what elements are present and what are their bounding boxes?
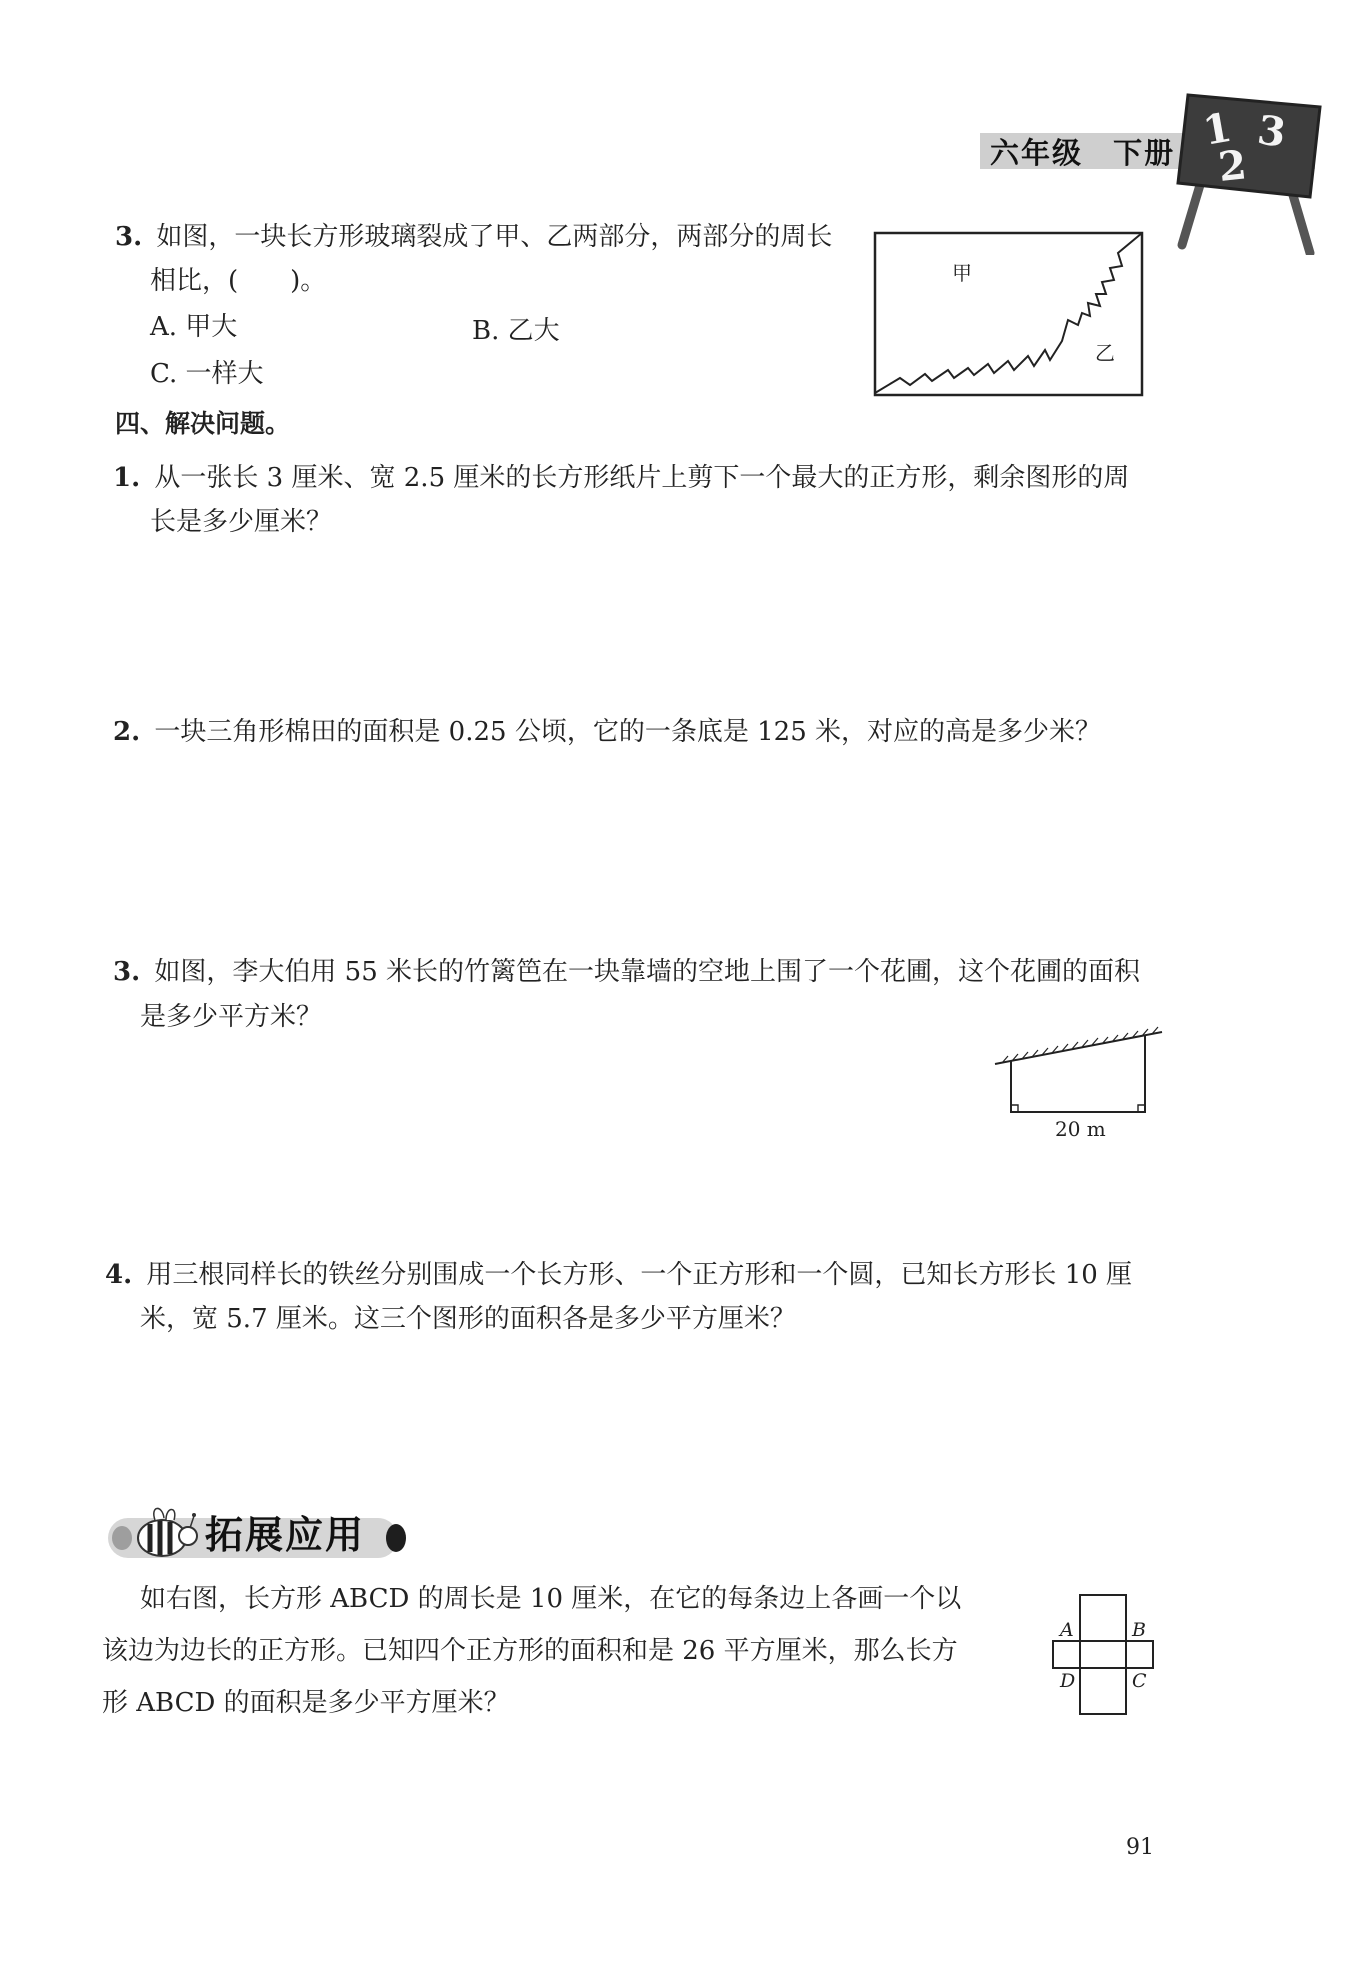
vertex-label-a: A [1060,1619,1074,1641]
cracked-glass-figure [870,228,1150,403]
q3-line2: 相比，( )。 [150,266,327,296]
grade-label: 六年级 [990,136,1084,170]
logo-digit-3: 3 [1254,106,1289,157]
problem4-number: 4. [105,1260,133,1290]
q3-choice [115,218,832,256]
problem1-line2: 长是多少厘米？ [150,507,333,537]
q3-option-b: B. 乙大 [472,316,560,346]
extension-line3: 形 ABCD 的面积是多少平方厘米？ [102,1688,510,1718]
section4-title: 四、解决问题。 [115,409,291,438]
problem3 [113,953,1140,991]
q3-option-c: C. 一样大 [150,359,264,389]
extension-line2: 该边为边长的正方形。已知四个正方形的面积和是 26 平方厘米，那么长方 [102,1636,958,1666]
chalkboard-logo-icon [1170,85,1330,255]
volume-label: 下册 [1113,136,1176,170]
fence-dimension-label: 20 m [1055,1117,1106,1141]
vertex-label-b: B [1132,1619,1146,1641]
q3-line1: 如图，一块长方形玻璃裂成了甲、乙两部分，两部分的周长 [156,222,833,252]
logo-digit-2: 2 [1216,141,1249,191]
logo-digit-1: 1 [1199,103,1236,155]
problem3-number: 3. [113,957,141,987]
vertex-label-d: D [1060,1670,1076,1692]
problem2-line1: 一块三角形棉田的面积是 0.25 公顷，它的一条底是 125 米，对应的高是多少米？ [154,717,1101,747]
fence-garden-figure [990,1020,1170,1145]
problem2-number: 2. [113,717,141,747]
problem3-line2: 是多少平方米？ [140,1002,323,1032]
problem4-line1: 用三根同样长的铁丝分别围成一个长方形、一个正方形和一个圆，已知长方形长 10 厘 [146,1260,1133,1290]
vertex-label-c: C [1132,1670,1147,1692]
problem1 [113,459,1129,497]
problem3-line1: 如图，李大伯用 55 米长的竹篱笆在一块靠墙的空地上围了一个花圃，这个花圃的面积 [154,957,1141,987]
problem4 [105,1256,1132,1294]
q3-option-a: A. 甲大 [150,312,238,342]
header-title [990,131,1175,172]
extension-line1: 如右图，长方形 ABCD 的周长是 10 厘米，在它的每条边上各画一个以 [140,1584,962,1614]
q3-number: 3. [115,222,143,252]
extension-banner-title: 拓展应用 [205,1513,366,1557]
problem4-line2: 米，宽 5.7 厘米。这三个图形的面积各是多少平方厘米？ [140,1304,796,1334]
glass-label-jia: 甲 [952,261,972,285]
problem1-number: 1. [113,463,141,493]
abcd-squares-figure [1040,1585,1170,1725]
glass-label-yi: 乙 [1095,341,1115,365]
problem1-line1: 从一张长 3 厘米、宽 2.5 厘米的长方形纸片上剪下一个最大的正方形，剩余图形的周 [154,463,1130,493]
problem2 [113,713,1101,751]
page-number: 91 [1126,1835,1154,1860]
